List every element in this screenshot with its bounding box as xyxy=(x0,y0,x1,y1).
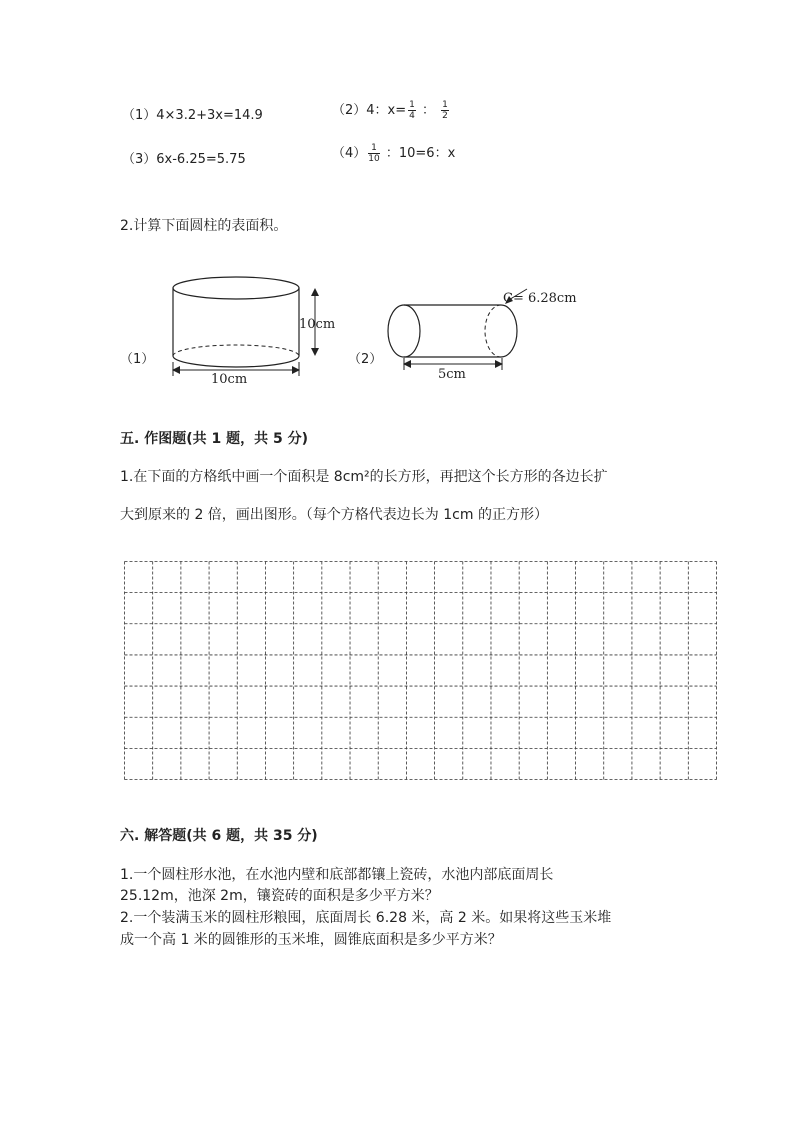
square-grid-paper[interactable] xyxy=(123,560,718,782)
section-6-question-1-line-2: 25.12m，池深 2m，镶瓷砖的面积是多少平方米？ xyxy=(120,888,439,904)
fraction-denominator: 2 xyxy=(442,111,448,121)
cylinder-1-height-label: 10cm xyxy=(299,317,336,332)
figure-2-label: （2） xyxy=(348,352,383,367)
equation-3-text: （3）6x-6.25=5.75 xyxy=(122,152,246,167)
equation-1-text: （1）4×3.2+3x=14.9 xyxy=(122,108,263,123)
fraction-denominator: 10 xyxy=(368,154,380,164)
equation-4-prefix: （4） xyxy=(332,146,367,161)
fraction-one-tenth xyxy=(368,143,379,164)
section-6-question-1-line-1: 1.一个圆柱形水池，在水池内壁和底部都镶上瓷砖，水池内部底面周长 xyxy=(120,867,554,883)
cylinder-2-length-label: 5cm xyxy=(438,367,466,382)
section-5-title: 五. 作图题(共 1 题，共 5 分) xyxy=(120,431,308,447)
equation-4 xyxy=(332,142,455,164)
equation-1 xyxy=(122,104,263,123)
section-6-question-2-line-1: 2.一个装满玉米的圆柱形粮囤，底面周长 6.28 米，高 2 米。如果将这些玉米堆 xyxy=(120,910,612,926)
section-5-question-line-1: 1.在下面的方格纸中画一个面积是 8cm²的长方形，再把这个长方形的各边长扩 xyxy=(120,469,608,485)
section-6-title: 六. 解答题(共 6 题，共 35 分) xyxy=(120,828,318,844)
equation-3 xyxy=(122,148,246,167)
equation-2 xyxy=(332,99,451,121)
fraction-numerator: 1 xyxy=(409,100,415,110)
cylinder-2-circumference-label: C= 6.28cm xyxy=(503,291,577,306)
fraction-one-half xyxy=(441,100,449,121)
section-5-question-line-2: 大到原来的 2 倍，画出图形。（每个方格代表边长为 1cm 的正方形） xyxy=(120,507,548,523)
ratio-separator: ： xyxy=(422,103,436,118)
cylinder-1-width-label: 10cm xyxy=(211,372,248,387)
section-6-question-2-line-2: 成一个高 1 米的圆锥形的玉米堆，圆锥底面积是多少平方米？ xyxy=(120,932,502,948)
fraction-denominator: 4 xyxy=(409,111,415,121)
fraction-numerator: 1 xyxy=(442,100,448,110)
fraction-one-quarter xyxy=(408,100,416,121)
figure-1-label: （1） xyxy=(120,352,155,367)
fraction-numerator: 1 xyxy=(368,143,379,154)
equation-2-prefix: （2）4：x= xyxy=(332,103,407,118)
equation-4-suffix: ：10=6：x xyxy=(385,146,456,161)
question-2-title: 2.计算下面圆柱的表面积。 xyxy=(120,218,288,234)
